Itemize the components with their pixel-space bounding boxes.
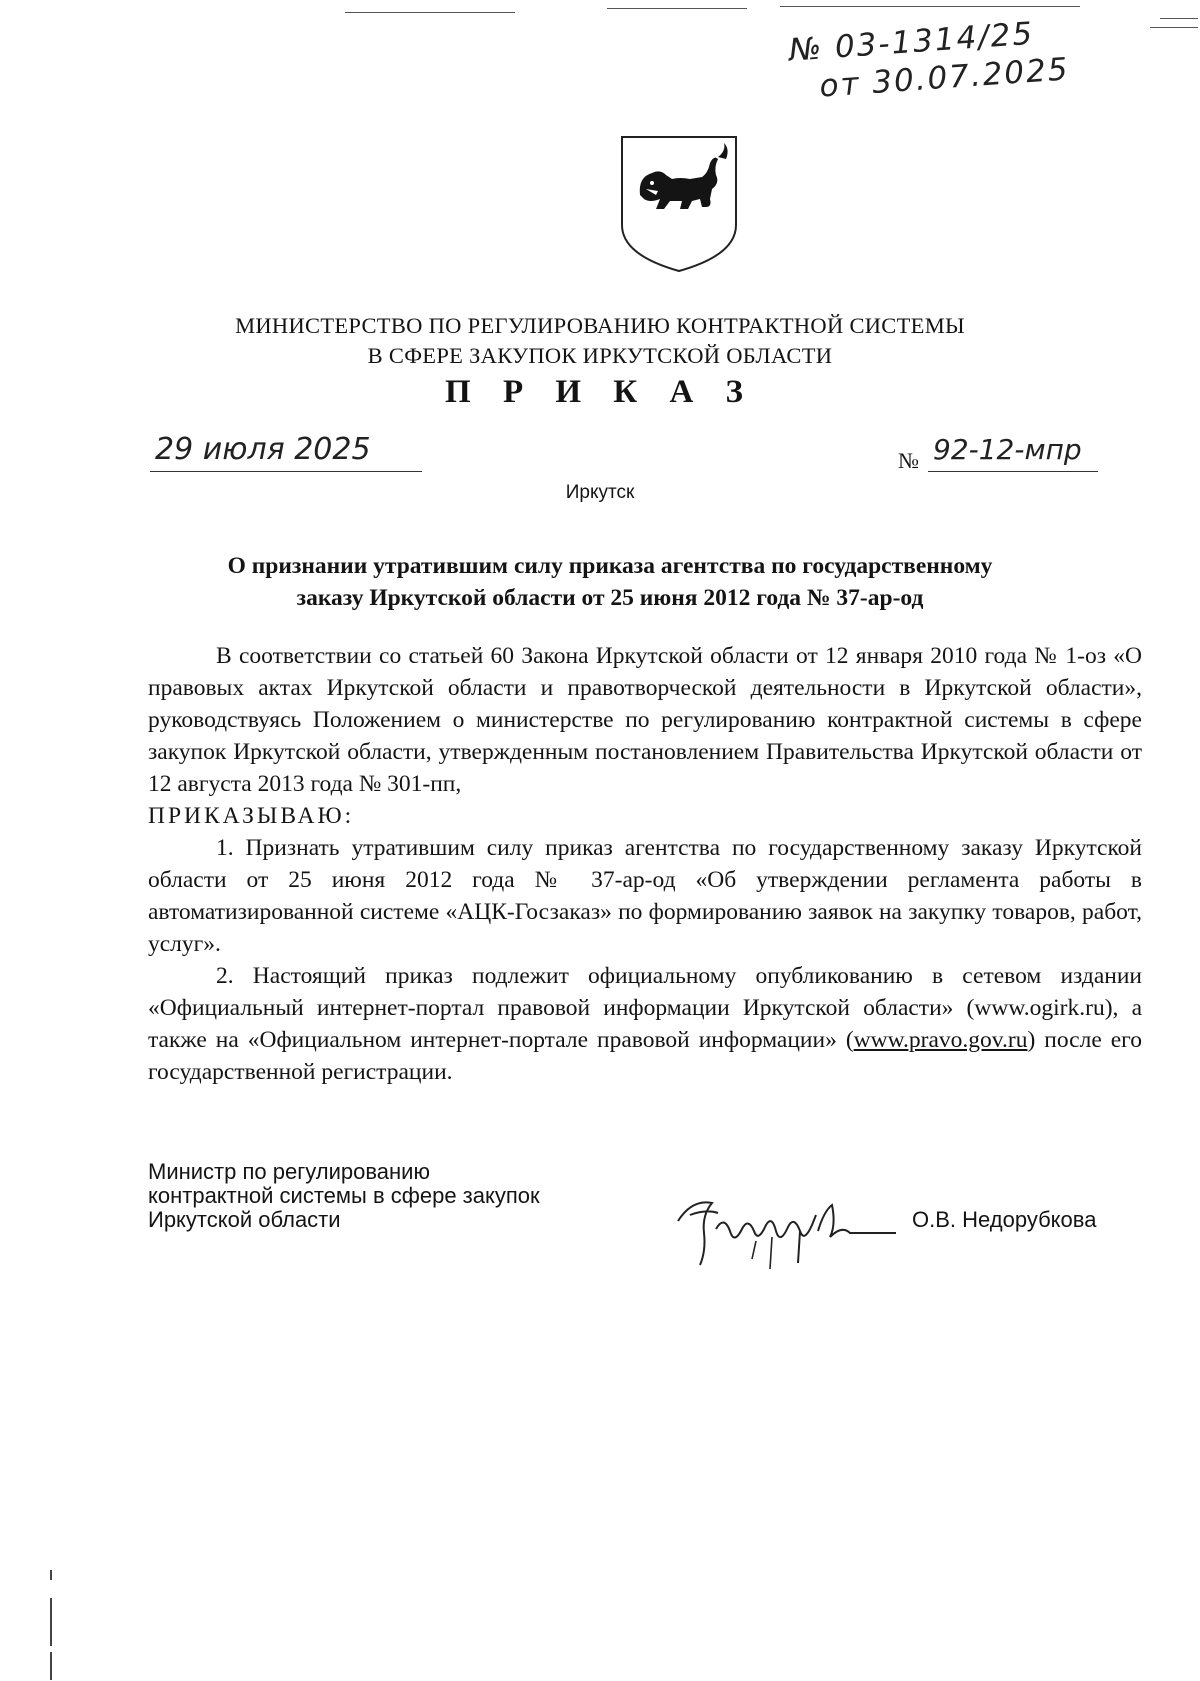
order-item-2-tail: ) после его государственной регистрации. xyxy=(148,1027,1142,1085)
handwritten-signature xyxy=(672,1185,902,1275)
scan-margin-mark xyxy=(50,1570,52,1580)
ministry-name-line1: МИНИСТЕРСТВО ПО РЕГУЛИРОВАНИЮ КОНТРАКТНОЙ СИСТЕМЫ xyxy=(235,313,965,338)
order-subject xyxy=(150,550,1070,614)
scan-margin-mark xyxy=(50,1598,52,1646)
scan-artifact-line xyxy=(780,6,1080,7)
pravo-link[interactable]: www.pravo.gov.ru xyxy=(853,1027,1028,1053)
registration-stamp xyxy=(788,12,1071,107)
number-underline xyxy=(928,471,1098,472)
order-city: Иркутск xyxy=(565,482,635,503)
ministry-name xyxy=(0,311,1200,371)
signer-position xyxy=(148,1160,540,1232)
signer-position-line3: Иркутской области xyxy=(148,1207,341,1232)
document-type-title: П Р И К А З xyxy=(445,374,755,410)
scan-artifact-line xyxy=(1160,18,1198,19)
order-subject-line1: О признании утратившим силу приказа агентства по государственному xyxy=(227,553,993,579)
scan-artifact-line xyxy=(607,8,747,9)
order-item-2 xyxy=(148,960,1142,1088)
preamble-paragraph: В соответствии со статьей 60 Закона Иркутской области от 12 января 2010 года № 1-оз «О правовых актах Иркутской области и правотворческой деятельности в Иркутской области», руководствуясь Положением о министерстве по регулированию контрактной системы в сфере закупок Иркутской области, утвержденным постановлением Правительства Иркутской области от 12 августа 2013 года № 301-пп, xyxy=(148,643,1142,797)
scan-artifact-line xyxy=(1150,27,1198,28)
irkutsk-coat-of-arms-icon xyxy=(618,133,740,273)
scan-margin-mark xyxy=(50,1652,52,1680)
order-date: 29 июля 2025 xyxy=(155,432,371,467)
order-body xyxy=(148,640,1142,1088)
date-underline xyxy=(150,471,422,472)
registration-number: № 03-1314/25 xyxy=(787,15,1036,69)
order-number-label: № xyxy=(898,448,919,473)
order-subject-line2: заказу Иркутской области от 25 июня 2012 года № 37-ар-од xyxy=(296,585,924,611)
order-item-1: 1. Признать утратившим силу приказ агентства по государственному заказу Иркутской области от 25 июня 2012 года № 37-ар-од «Об утверждении регламента работы в автоматизированной системе «АЦК-Госзаказ» по формированию заявок на закупку товаров, работ, услуг». xyxy=(148,835,1142,957)
scan-artifact-line xyxy=(345,12,515,13)
signer-position-line2: контрактной системы в сфере закупок xyxy=(148,1183,540,1208)
ministry-name-line2: В СФЕРЕ ЗАКУПОК ИРКУТСКОЙ ОБЛАСТИ xyxy=(367,343,833,368)
signer-name: О.В. Недорубкова xyxy=(912,1207,1097,1232)
signer-position-line1: Министр по регулированию xyxy=(148,1159,430,1184)
order-number: 92-12-мпр xyxy=(933,433,1082,466)
order-word: ПРИКАЗЫВАЮ: xyxy=(148,803,355,829)
registration-date: от 30.07.2025 xyxy=(818,51,1071,105)
order-item-2-text: 2. Настоящий приказ подлежит официальному опубликованию в сетевом издании «Официальный интернет-портал правовой информации Иркутской области» (www.ogirk.ru), а также на «Официальном интернет-портале правовой информации» ( xyxy=(148,963,1142,1053)
